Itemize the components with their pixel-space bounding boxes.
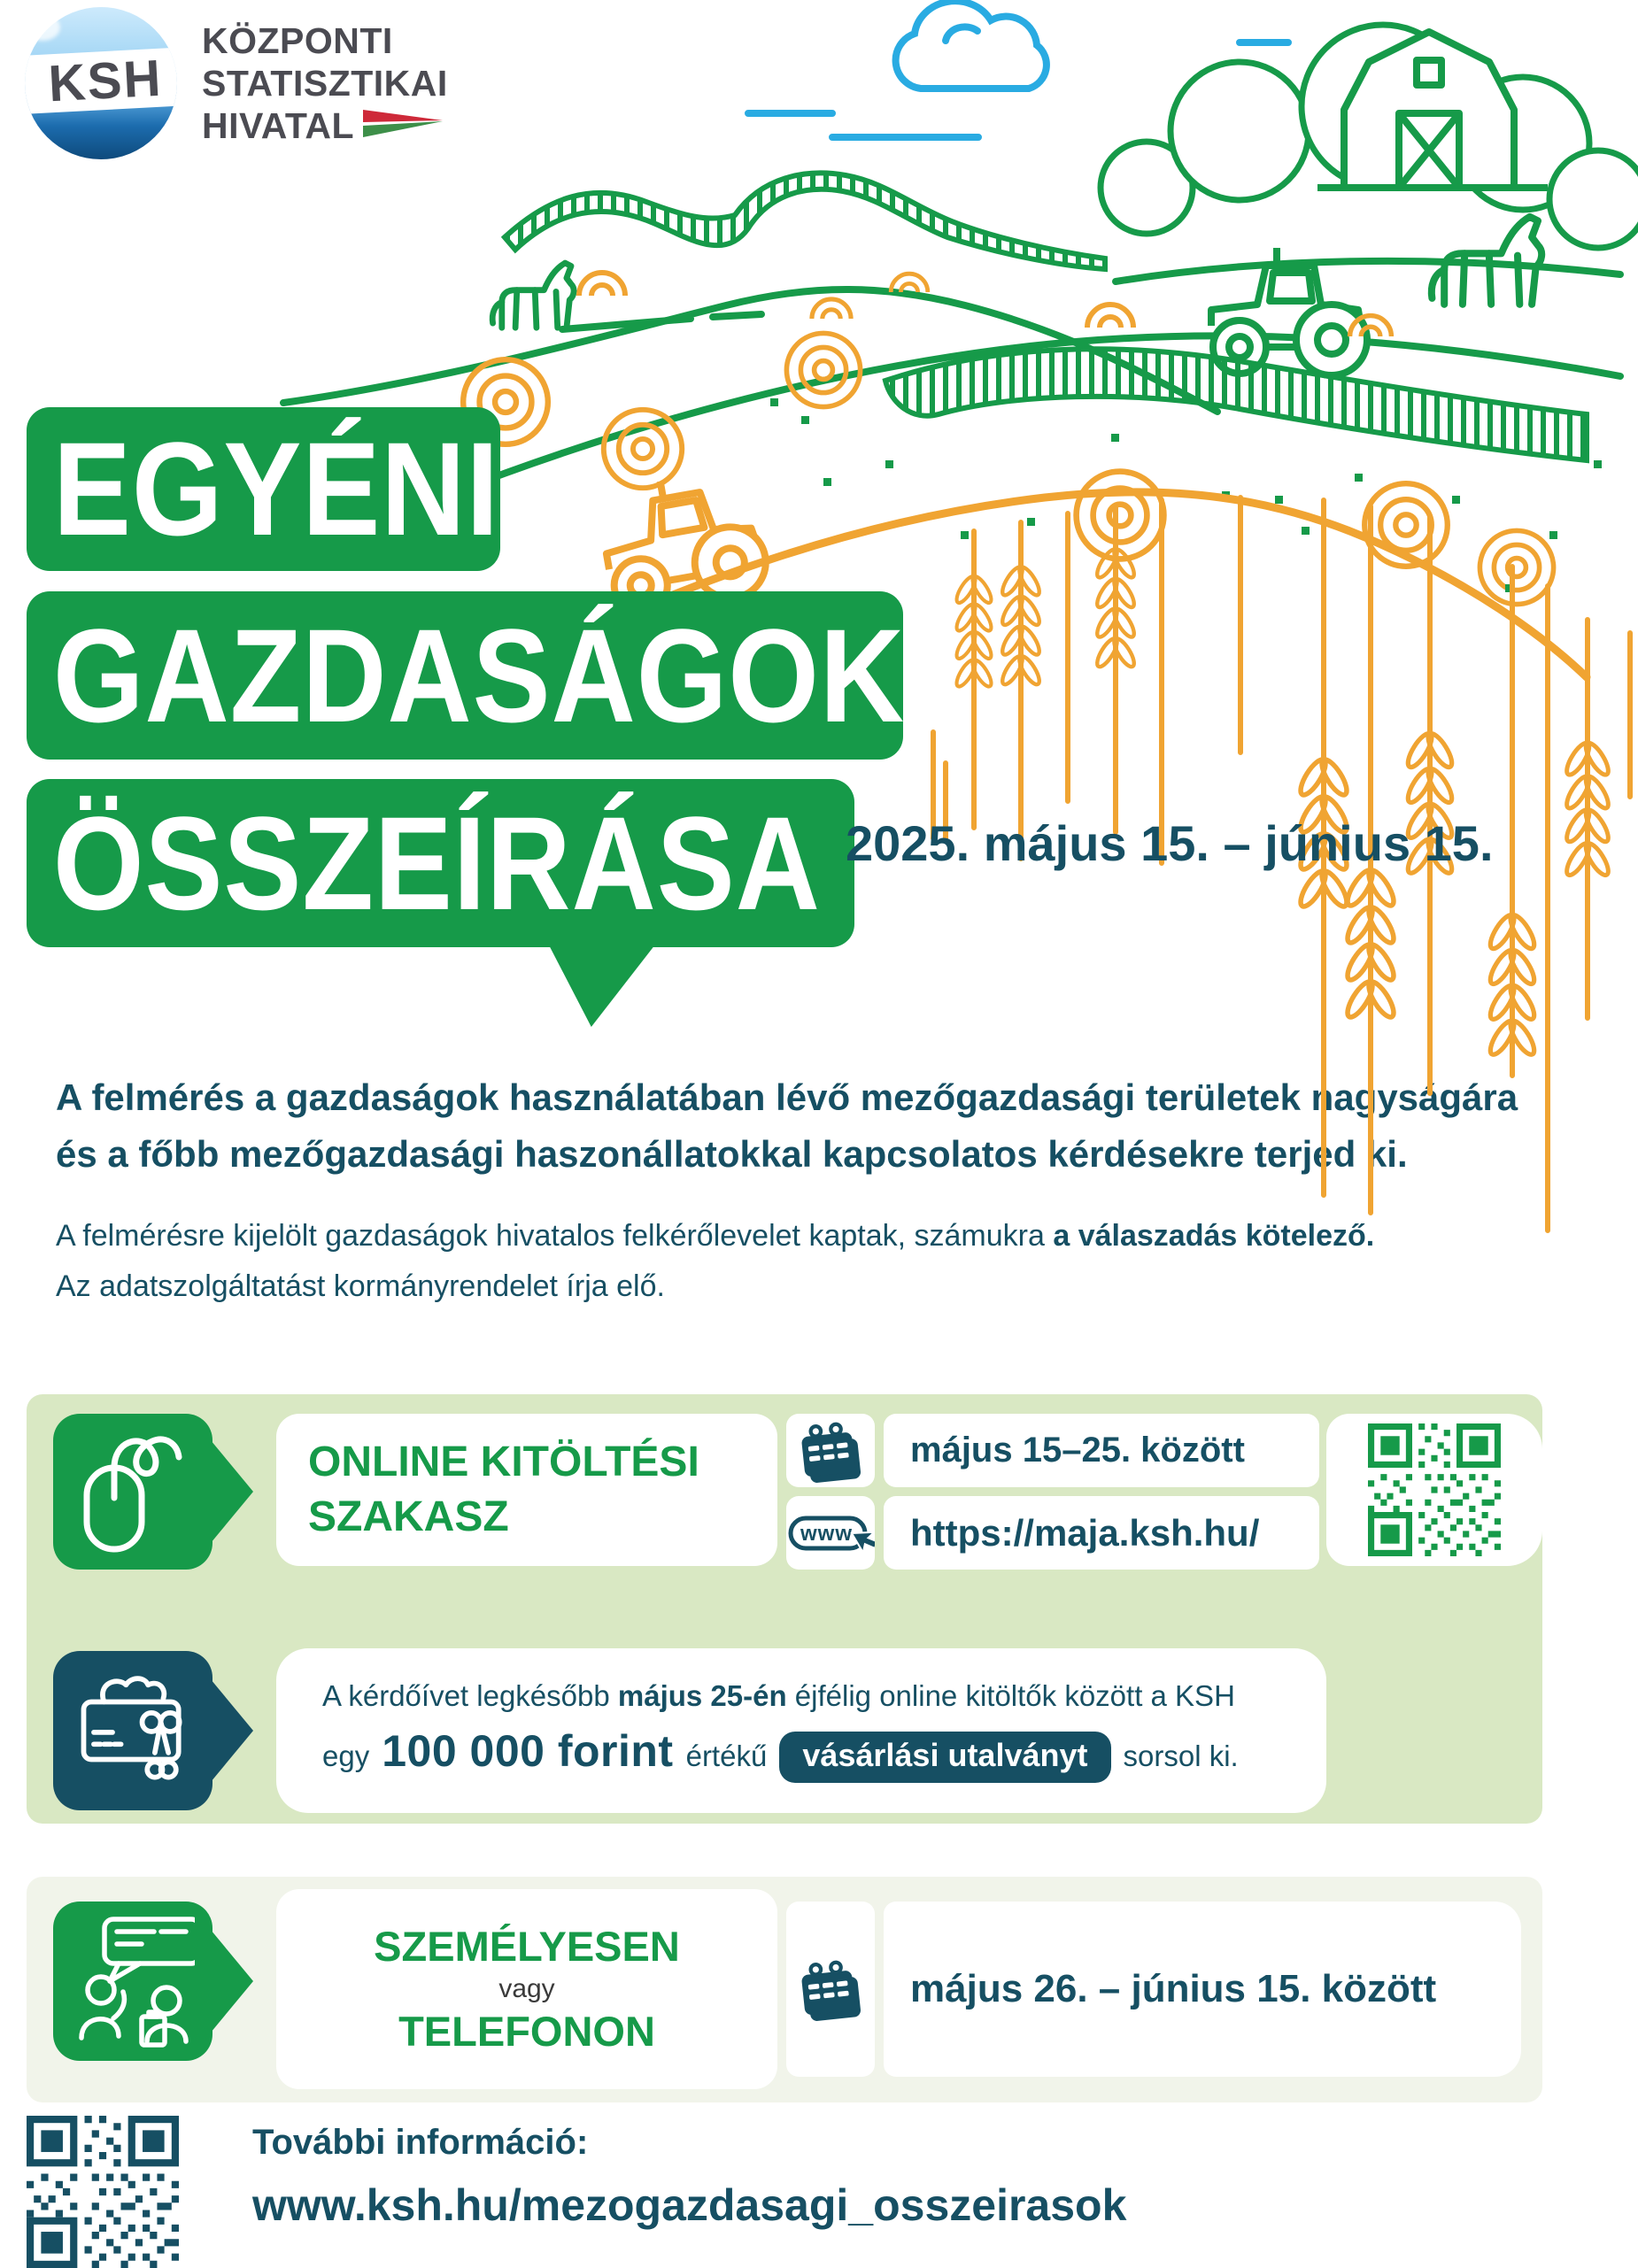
lottery-line1-pre: A kérdőívet legkésőbb: [322, 1678, 618, 1712]
calendar-icon: [792, 1417, 869, 1485]
www-icon-box: [786, 1496, 875, 1570]
online-heading-line1: ONLINE KITÖLTÉSI: [308, 1439, 699, 1485]
online-period: május 15–25. között: [884, 1414, 1319, 1487]
horse-icon-right: [1432, 217, 1541, 305]
online-badge: [53, 1414, 212, 1570]
title-block-2: [27, 591, 906, 760]
personal-heading-box: [276, 1889, 777, 2089]
title-block-1: [27, 407, 500, 571]
calendar-icon-2: [792, 1956, 869, 2023]
ksh-wordmark-line2: STATISZTIKAI: [202, 63, 448, 104]
intro-note-pre: A felmérésre kijelölt gazdaságok hivatalos felkérőlevelet kaptak, számukra: [56, 1219, 1054, 1253]
title-line-1: EGYÉNI: [52, 414, 500, 563]
personal-phase-panel: [27, 1877, 1542, 2102]
lottery-amount: 100 000 forint: [382, 1725, 674, 1776]
calendar-icon-box-2: [786, 1902, 875, 2077]
ksh-monogram: KSH: [47, 49, 164, 112]
ksh-wordmark-line1: KÖZPONTI: [202, 20, 393, 61]
www-icon: [786, 1505, 875, 1562]
online-qr-box: [1326, 1414, 1542, 1566]
voucher-pill: vásárlási utalványt: [779, 1732, 1110, 1783]
online-url[interactable]: https://maja.ksh.hu/: [884, 1496, 1319, 1570]
horse-icon-left: [492, 263, 574, 328]
personal-period: május 26. – június 15. között: [884, 1902, 1521, 2077]
interview-badge: [53, 1902, 212, 2061]
qr-code-footer: [27, 2116, 179, 2268]
lottery-line1-post: éjfélig online kitöltők között a KSH: [786, 1678, 1235, 1712]
intro-note-line2: Az adatszolgáltatást kormányrendelet írja elő.: [56, 1269, 665, 1303]
hill-band-right: [885, 349, 1587, 460]
personal-heading-connector: vagy: [498, 1974, 555, 2003]
personal-heading-top: SZEMÉLYESEN: [374, 1923, 680, 1970]
hill-band-left: [505, 173, 1105, 269]
lottery-line1-bold: május 25-én: [617, 1678, 787, 1712]
computer-mouse-icon: [78, 1425, 188, 1558]
lottery-line2: [322, 1725, 1326, 1783]
lottery-line2-mid: értékű: [685, 1739, 768, 1772]
ksh-wordmark-line3: HIVATAL: [202, 105, 355, 146]
intro-lead-line1: A felmérés a gazdaságok használatában lévő mezőgazdasági területek nagyságára: [56, 1076, 1518, 1118]
lottery-text-box: [276, 1648, 1326, 1813]
interview-icon: [71, 1914, 195, 2048]
lottery-badge: [53, 1651, 212, 1810]
more-info-label: További információ:: [252, 2123, 589, 2162]
title-line-2: GAZDASÁGOK: [52, 600, 906, 750]
gift-voucher-icon: [73, 1670, 192, 1791]
online-heading-line2: SZAKASZ: [308, 1493, 509, 1540]
online-heading-box: [276, 1414, 777, 1566]
intro-lead-line2: és a főbb mezőgazdasági haszonállatokkal kapcsolatos kérdésekre terjed ki.: [56, 1133, 1408, 1175]
intro-note-bold: a válaszadás kötelező.: [1053, 1219, 1375, 1253]
title-line-3: ÖSSZEÍRÁSA: [52, 788, 821, 937]
lottery-line1: [322, 1679, 1326, 1713]
calendar-icon-box: [786, 1414, 875, 1487]
qr-code-online: [1368, 1423, 1501, 1556]
footer-qr-box: [27, 2116, 179, 2268]
lottery-line2-pre: egy: [322, 1739, 370, 1772]
title-block-3: [27, 779, 854, 947]
online-phase-panel: [27, 1394, 1542, 1824]
census-date-range: 2025. május 15. – június 15.: [846, 815, 1494, 871]
personal-heading-bottom: TELEFONON: [398, 2008, 655, 2055]
lottery-line2-post: sorsol ki.: [1123, 1739, 1239, 1772]
svg-text:www: www: [800, 1521, 854, 1546]
footer-url[interactable]: www.ksh.hu/mezogazdasagi_osszeirasok: [252, 2180, 1127, 2230]
